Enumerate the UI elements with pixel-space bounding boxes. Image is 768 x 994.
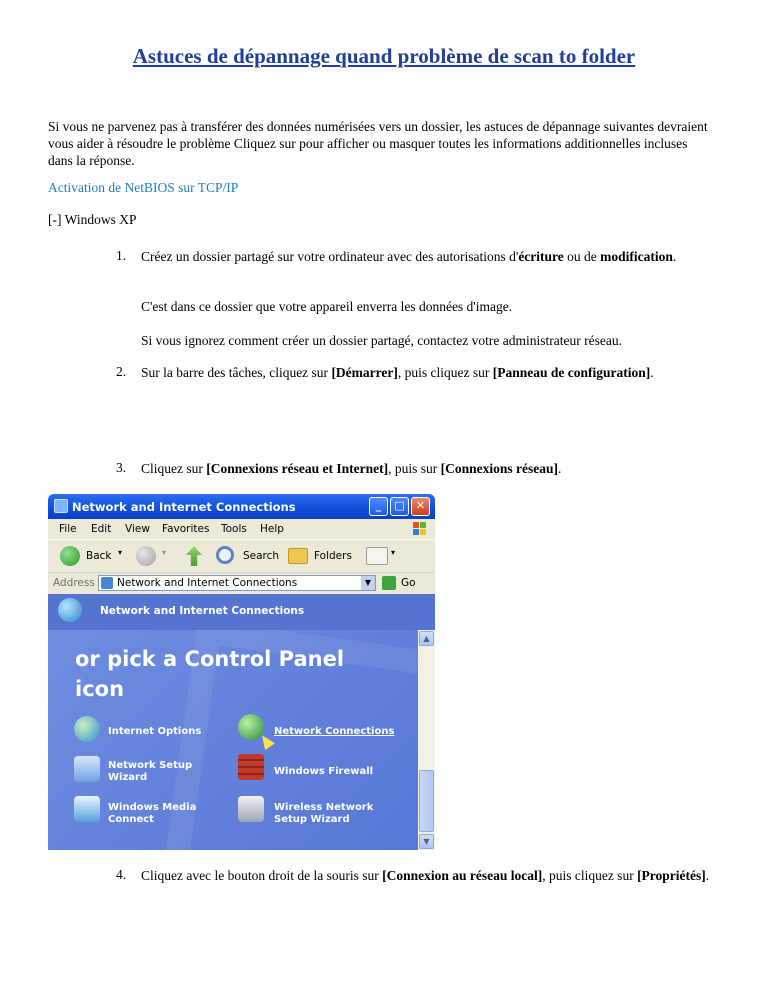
- control-panel-icon: [101, 577, 113, 589]
- firewall-link[interactable]: Windows Firewall: [274, 766, 374, 777]
- xp-window-title: Network and Internet Connections: [72, 500, 296, 514]
- network-setup-icon[interactable]: [74, 756, 100, 782]
- netbios-section-link[interactable]: Activation de NetBIOS sur TCP/IP: [48, 180, 239, 195]
- internet-options-link[interactable]: Internet Options: [108, 726, 202, 737]
- views-icon[interactable]: [366, 547, 388, 565]
- forward-arrow-icon[interactable]: [136, 546, 156, 566]
- folders-icon[interactable]: [288, 548, 308, 564]
- menu-favorites[interactable]: Favorites: [162, 523, 210, 535]
- firewall-icon[interactable]: [238, 754, 264, 780]
- step-3-text: Cliquez sur [Connexions réseau et Internet], puis sur [Connexions réseau].: [141, 461, 562, 476]
- address-dropdown-icon[interactable]: ▼: [361, 576, 375, 590]
- wireless-network-icon[interactable]: [238, 796, 264, 822]
- media-connect-link[interactable]: Windows Media Connect: [108, 802, 197, 825]
- minimize-icon[interactable]: _: [369, 497, 388, 516]
- step-2-number: 2.: [116, 364, 127, 379]
- search-button[interactable]: Search: [243, 550, 280, 562]
- xp-content-pane: [48, 630, 418, 850]
- xp-category-header: [48, 594, 435, 630]
- menu-tools[interactable]: Tools: [221, 523, 247, 535]
- step-1-note-2: Si vous ignorez comment créer un dossier partagé, contactez votre administrateur réseau.: [141, 333, 622, 348]
- wireless-setup-link[interactable]: Wireless Network Setup Wizard: [274, 802, 374, 825]
- step-4-number: 4.: [116, 867, 127, 882]
- menu-view[interactable]: View: [125, 523, 150, 535]
- scroll-thumb[interactable]: [419, 770, 434, 832]
- windows-xp-toggle[interactable]: [-] Windows XP: [48, 212, 137, 227]
- xp-window-screenshot: [48, 494, 435, 850]
- menu-edit[interactable]: Edit: [91, 523, 112, 535]
- go-arrow-icon[interactable]: [382, 576, 396, 590]
- address-value: Network and Internet Connections: [117, 577, 298, 589]
- go-button[interactable]: Go: [401, 577, 416, 589]
- folders-button[interactable]: Folders: [314, 550, 352, 562]
- xp-title-bar: [48, 494, 435, 519]
- windows-flag-icon: [411, 521, 429, 536]
- step-3-number: 3.: [116, 460, 127, 475]
- step-1-text: Créez un dossier partagé sur votre ordinateur avec des autorisations d'écriture ou de modification.: [141, 249, 677, 264]
- back-button[interactable]: Back: [86, 550, 112, 562]
- address-input[interactable]: [98, 575, 376, 591]
- menu-file[interactable]: File: [59, 523, 77, 535]
- step-2-text: Sur la barre des tâches, cliquez sur [Démarrer], puis cliquez sur [Panneau de configuration].: [141, 365, 654, 380]
- step-4-text: Cliquez avec le bouton droit de la souris sur [Connexion au réseau local], puis cliquez sur [Propriétés].: [141, 868, 710, 883]
- page-title: Astuces de dépannage quand problème de scan to folder: [132, 44, 636, 68]
- back-arrow-icon[interactable]: [60, 546, 80, 566]
- xp-address-bar: [48, 572, 435, 594]
- media-connect-icon[interactable]: [74, 796, 100, 822]
- address-label: Address: [53, 577, 95, 589]
- menu-help[interactable]: Help: [260, 523, 284, 535]
- xp-toolbar: [48, 539, 435, 572]
- folder-icon: [54, 499, 68, 513]
- xp-menu-bar: [48, 519, 435, 539]
- forward-dropdown-icon[interactable]: ▾: [162, 548, 167, 557]
- network-globe-icon: [58, 598, 82, 622]
- intro-paragraph: Si vous ne parvenez pas à transférer des données numérisées vers un dossier, les astuces de dépannage suivantes devraient vous aider à résoudre le problème Cliquez sur pour afficher ou masquer toutes les informations additionnelles incluses dans la réponse.: [48, 119, 708, 168]
- maximize-icon[interactable]: □: [390, 497, 409, 516]
- network-setup-link[interactable]: Network Setup Wizard: [108, 760, 193, 783]
- step-1-note-1: C'est dans ce dossier que votre appareil enverra les données d'image.: [141, 299, 513, 314]
- back-dropdown-icon[interactable]: ▾: [118, 548, 123, 557]
- vertical-scrollbar[interactable]: [418, 630, 435, 850]
- internet-options-icon[interactable]: [74, 716, 100, 742]
- views-dropdown-icon[interactable]: ▾: [391, 548, 396, 557]
- step-1-number: 1.: [116, 248, 127, 263]
- pick-icon-heading: or pick a Control Panel icon: [75, 647, 345, 701]
- category-header-text: Network and Internet Connections: [100, 605, 305, 617]
- network-connections-link[interactable]: Network Connections: [274, 726, 395, 737]
- search-icon[interactable]: [216, 546, 234, 564]
- close-icon[interactable]: ✕: [411, 497, 430, 516]
- scroll-up-icon[interactable]: ▲: [419, 631, 434, 646]
- up-folder-icon[interactable]: [186, 546, 202, 566]
- scroll-down-icon[interactable]: ▼: [419, 834, 434, 849]
